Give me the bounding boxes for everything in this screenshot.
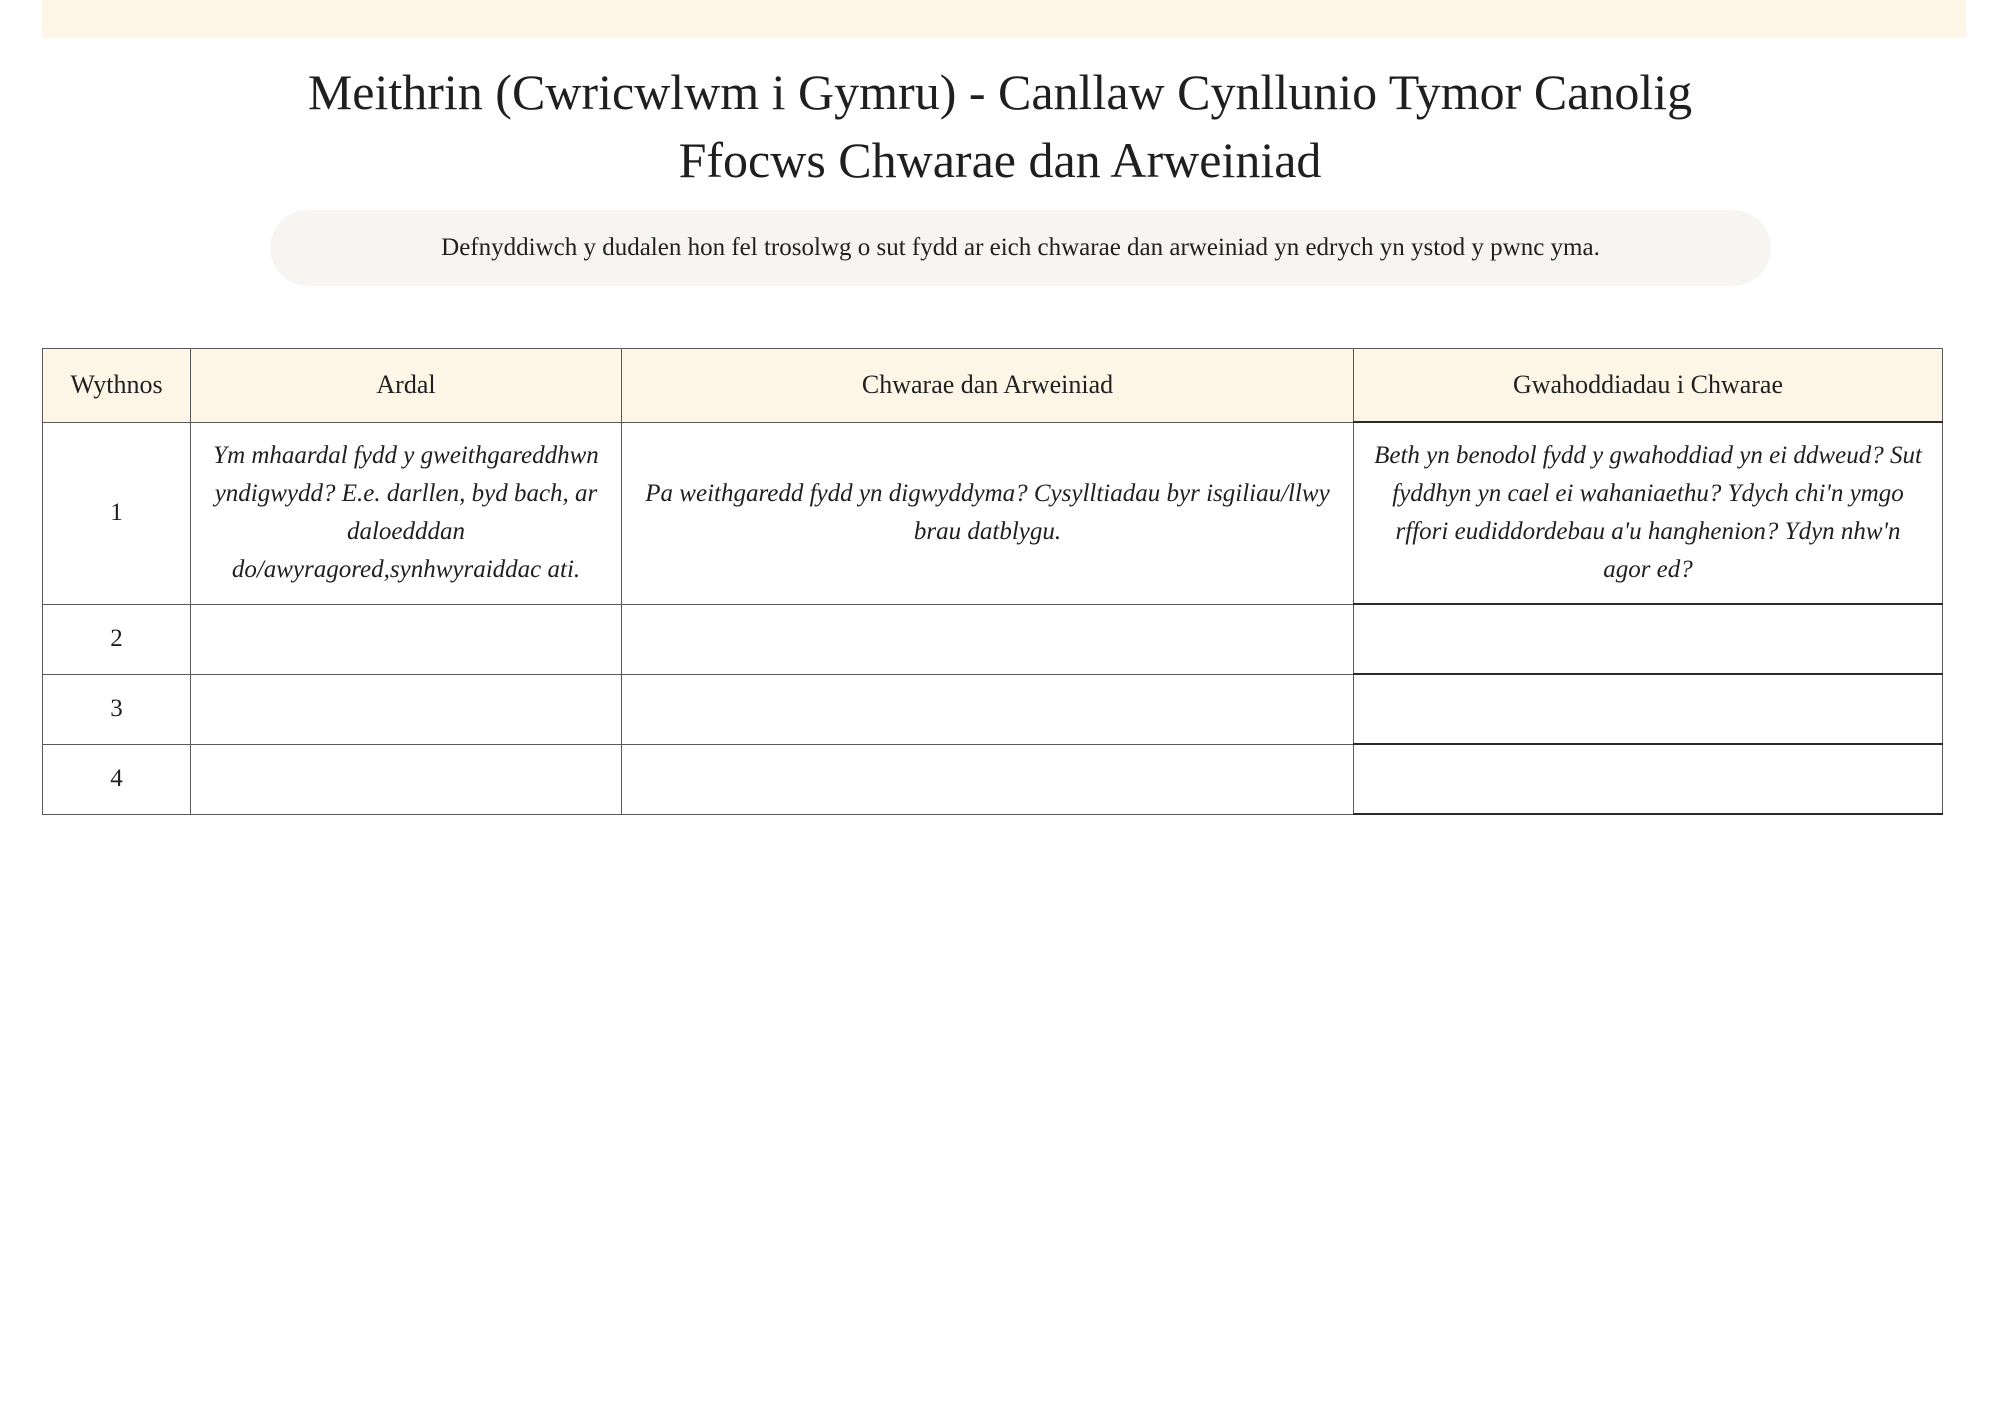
guided-play-cell[interactable]: Pa weithgaredd fydd yn digwyddyma? Cysylltiadau byr isgiliau/llwy brau datblygu. — [622, 422, 1354, 604]
guided-play-cell[interactable] — [622, 604, 1354, 674]
area-cell[interactable]: Ym mhaardal fydd y gweithgareddhwn yndigwydd? E.e. darllen, byd bach, ar daloedddan do/awyragored,synhwyraiddac ati. — [191, 422, 622, 604]
invitations-cell[interactable] — [1354, 674, 1943, 744]
intro-text: Defnyddiwch y dudalen hon fel trosolwg o sut fydd ar eich chwarae dan arweiniad yn edrych yn ystod y pwnc yma. — [441, 234, 1600, 261]
table-header-row — [43, 349, 1943, 423]
header-area: Ardal — [191, 349, 622, 423]
header-week: Wythnos — [43, 349, 191, 423]
page-title — [0, 58, 2000, 194]
table-row — [43, 744, 1943, 814]
week-cell: 3 — [43, 674, 191, 744]
planning-table — [42, 348, 1943, 815]
area-cell[interactable] — [191, 674, 622, 744]
invitations-cell[interactable]: Beth yn benodol fydd y gwahoddiad yn ei ddweud? Sut fyddhyn yn cael ei wahaniaethu? Ydych chi'n ymgo rffori eudiddordebau a'u hanghenion? Ydyn nhw'n agor ed? — [1354, 422, 1943, 604]
week-cell: 2 — [43, 604, 191, 674]
area-cell[interactable] — [191, 604, 622, 674]
area-cell[interactable] — [191, 744, 622, 814]
header-invitations: Gwahoddiadau i Chwarae — [1354, 349, 1943, 423]
table-row — [43, 604, 1943, 674]
guided-play-cell[interactable] — [622, 744, 1354, 814]
title-line-1: Meithrin (Cwricwlwm i Gymru) - Canllaw Cynllunio Tymor Canolig — [307, 64, 1693, 120]
header-guided-play: Chwarae dan Arweiniad — [622, 349, 1354, 423]
guided-play-cell[interactable] — [622, 674, 1354, 744]
table-row — [43, 674, 1943, 744]
invitations-cell[interactable] — [1354, 744, 1943, 814]
intro-box — [270, 210, 1771, 286]
top-color-band — [42, 0, 1966, 38]
table-row — [43, 422, 1943, 604]
invitations-cell[interactable] — [1354, 604, 1943, 674]
week-cell: 1 — [43, 422, 191, 604]
week-cell: 4 — [43, 744, 191, 814]
title-line-2: Ffocws Chwarae dan Arweiniad — [678, 132, 1322, 188]
